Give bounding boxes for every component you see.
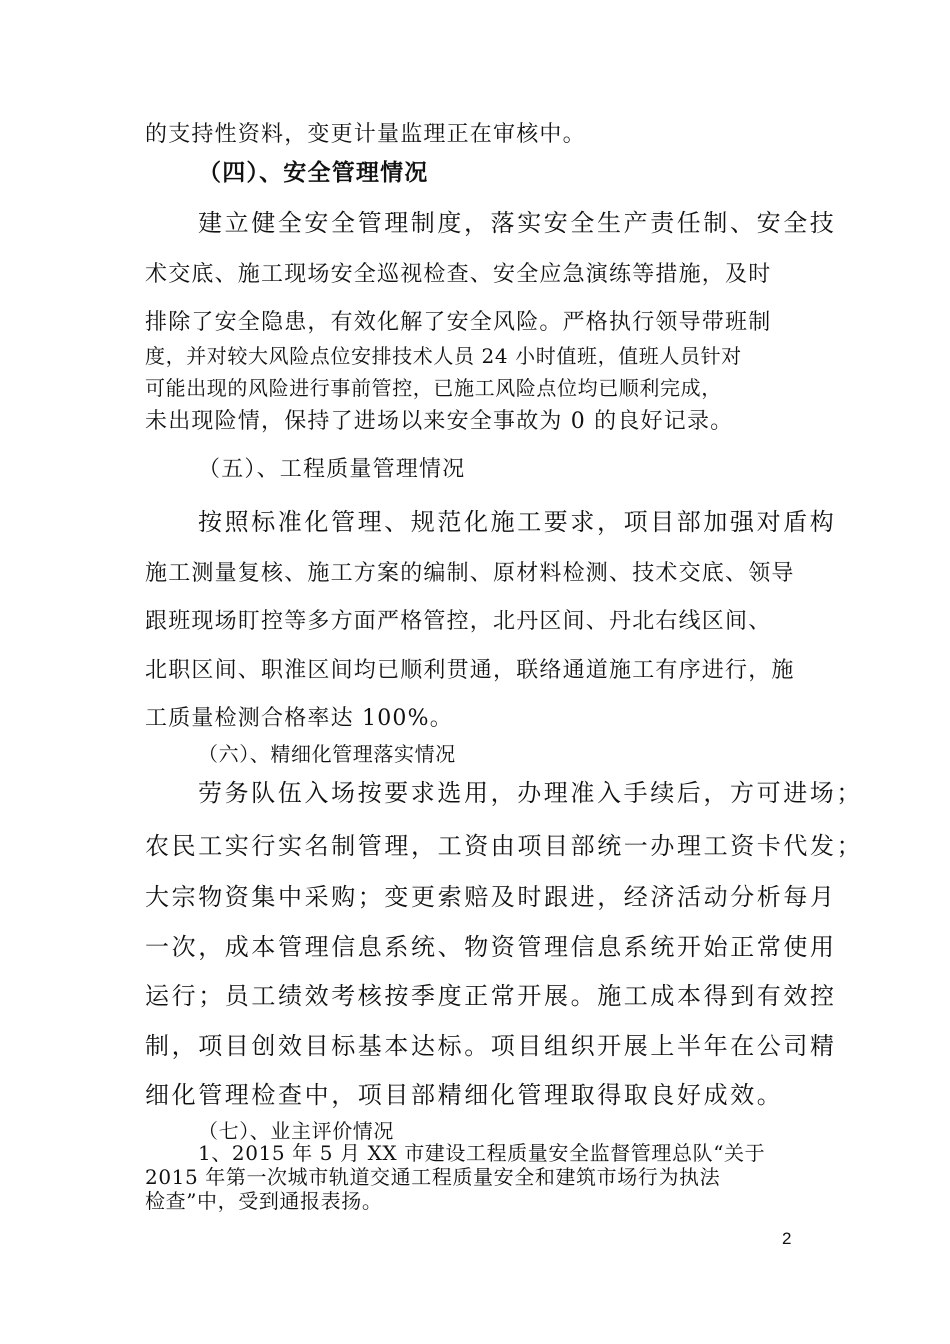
paragraph-line: 1、2015 年 5 月 XX 市建设工程质量安全监督管理总队“关于 [198, 1141, 766, 1165]
paragraph-line: 2015 年第一次城市轨道交通工程质量安全和建筑市场行为执法 [145, 1165, 721, 1189]
paragraph-line: 排除了安全隐患，有效化解了安全风险。严格执行领导带班制 [145, 310, 772, 335]
paragraph-line: 跟班现场盯控等多方面严格管控，北丹区间、丹北右线区间、 [145, 609, 772, 634]
paragraph-line: 可能出现的风险进行事前管控，已施工风险点位均已顺利完成， [145, 376, 722, 400]
paragraph-line: 术交底、施工现场安全巡视检查、安全应急演练等措施，及时 [145, 262, 772, 287]
paragraph-line: 北职区间、职淮区间均已顺利贯通，联络通道施工有序进行，施 [145, 658, 795, 683]
paragraph-line: 未出现险情，保持了进场以来安全事故为 0 的良好记录。 [145, 409, 734, 434]
paragraph-line: 按照标准化管理、规范化施工要求，项目部加强对盾构 [198, 508, 837, 536]
paragraph-line: 农民工实行实名制管理，工资由项目部统一办理工资卡代发； [145, 832, 864, 860]
paragraph-line: 检查”中，受到通报表扬。 [145, 1189, 383, 1213]
paragraph-line: 度，并对较大风险点位安排技术人员 24 小时值班，值班人员针对 [145, 344, 742, 368]
paragraph-line: 制，项目创效目标基本达标。项目组织开展上半年在公司精 [145, 1032, 837, 1060]
section-heading-safety: （四）、安全管理情况 [198, 159, 429, 186]
section-heading-owner-evaluation: （七）、业主评价情况 [198, 1119, 394, 1143]
paragraph-line: 施工测量复核、施工方案的编制、原材料检测、技术交底、领导 [145, 561, 795, 586]
paragraph-line: 的支持性资料，变更计量监理正在审核中。 [145, 122, 586, 147]
paragraph-line: 建立健全安全管理制度，落实安全生产责任制、安全技 [198, 209, 837, 237]
paragraph-line: 工质量检测合格率达 100%。 [145, 706, 453, 731]
paragraph-line: 大宗物资集中采购；变更索赔及时跟进，经济活动分析每月 [145, 883, 837, 911]
paragraph-line: 劳务队伍入场按要求选用，办理准入手续后，方可进场； [198, 779, 863, 807]
paragraph-line: 运行；员工绩效考核按季度正常开展。施工成本得到有效控 [145, 982, 837, 1010]
section-heading-refinement: （六）、精细化管理落实情况 [198, 742, 456, 766]
paragraph-line: 细化管理检查中，项目部精细化管理取得取良好成效。 [145, 1081, 784, 1109]
page-number: 2 [782, 1229, 792, 1248]
paragraph-line: 一次，成本管理信息系统、物资管理信息系统开始正常使用 [145, 933, 837, 961]
section-heading-quality: （五）、工程质量管理情况 [198, 457, 466, 482]
